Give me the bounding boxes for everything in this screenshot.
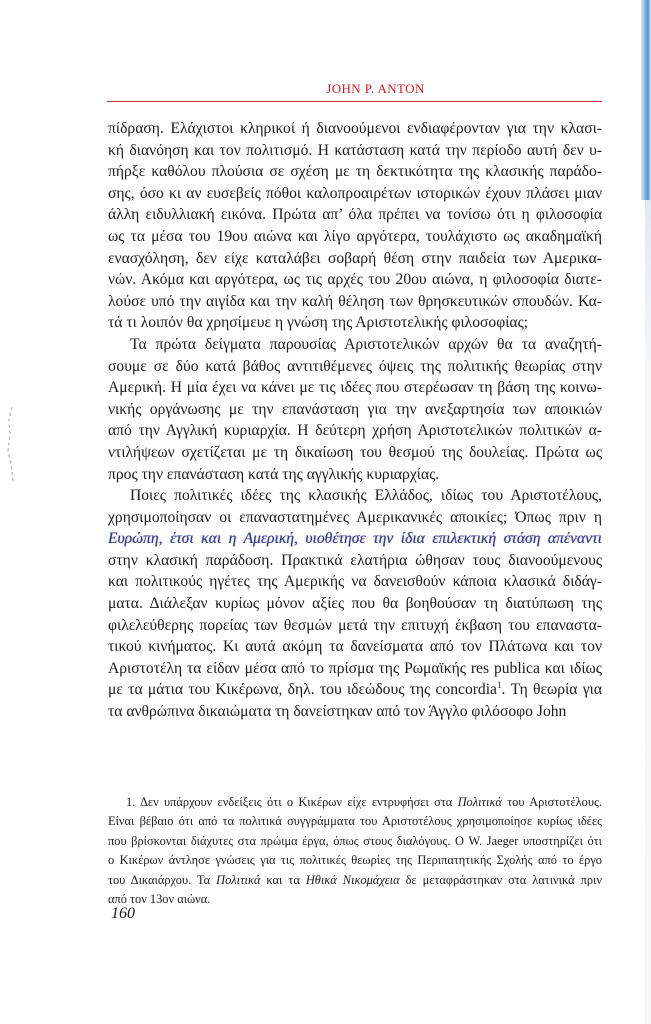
text-segment: δε μεταφράστηκαν στα λατινικά πριν bbox=[399, 872, 602, 887]
footnote-line bbox=[108, 793, 602, 812]
highlighted-text-line: Ευρώπη, έτσι και η Αμερική, υιοθέτησε την ίδια επιλεκτική στάση απέναντι bbox=[108, 530, 602, 548]
text-line: Τα πρώτα δείγματα παρουσίας Αριστοτελικών αρχών θα τα αναζητή- bbox=[130, 335, 602, 353]
text-line: νικής οργάνωσης με την επανάσταση για την ανεξαρτησία των αποικιών bbox=[108, 400, 602, 418]
text-segment: . Τη θεωρία για bbox=[501, 681, 602, 699]
text-line: πήρξε καθόλου πλούσια σε σχέση με τη δεκτικότητα της κλασικής παράδο- bbox=[108, 163, 602, 181]
page-number: 160 bbox=[111, 905, 135, 922]
text-line: Αμερική. Η μία έχει να κάνει με τις ιδέες που στερέωσαν τη βάση της κοινω- bbox=[108, 379, 602, 397]
text-line: πίδραση. Ελάχιστοι κληρικοί ή διανοούμενοι ενδιαφέρονταν για την κλασι- bbox=[108, 120, 602, 137]
text-line-with-footnote bbox=[108, 679, 602, 701]
text-line: ντιλήψεων σχετίζεται με τη δικαίωση του θεσμού της δουλείας. Πρώτα ως bbox=[108, 443, 602, 461]
footnote-line bbox=[108, 871, 602, 890]
text-line: χρησιμοποίησαν οι επαναστατημένες Αμερικανικές αποικίες; Όπως πριν η bbox=[108, 508, 602, 526]
text-line: σης, όσο κι αν ευσεβείς πόθοι καλοπροαιρέτων ιστορικών έχουν πλάσει μιαν bbox=[108, 184, 602, 202]
text-line: στην κλασική παράδοση. Πρακτικά ελατήρια ώθησαν τους διανοούμενους bbox=[108, 551, 602, 569]
paragraph-2 bbox=[108, 334, 602, 485]
scan-edge-shadow bbox=[641, 0, 651, 200]
running-head bbox=[0, 81, 651, 97]
italic-title: Πολιτικά bbox=[216, 872, 261, 887]
footnote-line: ο Κικέρων άντλησε γνώσεις για τις πολιτικές θεωρίες της Περιπατητικής Σχολής από το έργο bbox=[108, 853, 602, 868]
text-line: προς την επανάσταση κατά της αγγλικής κυριαρχίας. bbox=[108, 465, 440, 483]
text-line: νών. Ακόμα και αργότερα, ως τις αρχές του 20ου αιώνα, η φιλοσοφία διατε- bbox=[108, 271, 602, 289]
text-line: τά τι λοιπόν θα χρησίμευε η γνώση της Αριστοτελικής φιλοσοφίας; bbox=[108, 314, 529, 332]
footnote-line: από τον 13ον αιώνα. bbox=[108, 892, 211, 907]
text-line: σουμε σε δύο κατά βάθος αντιτιθέμενες όψεις της πολιτικής θεωρίας στην bbox=[108, 357, 602, 375]
text-segment: με τα μάτια του Κικέρωνα, δηλ. του ιδεώδους της concordia bbox=[108, 681, 497, 699]
text-line: κή διανόηση και τον πολιτισμό. Η κατάσταση κατά την περίοδο αυτή δεν υ- bbox=[108, 141, 602, 159]
text-line: φιλελεύθερης πορείας των θεσμών μετά την επιτυχή έκβαση του επαναστα- bbox=[108, 616, 602, 634]
footnote-line: που βρίσκονται διάχυτες στα πρώιμα έργα, όπως στους διαλόγους. Ο W. Jaeger υποστηρίζει ότι bbox=[108, 833, 602, 848]
header-rule bbox=[107, 101, 602, 102]
main-text bbox=[108, 118, 602, 723]
text-line: τα ανθρώπινα δικαιώματα τη δανείστηκαν από τον Άγγλο φιλόσοφο John bbox=[108, 703, 567, 721]
footnote-line: Είναι βέβαιο ότι από τα πολιτικά συγγράμματα του Αριστοτέλους χρησιμοποίησε κυρίως ιδέες bbox=[108, 814, 602, 829]
text-line: ενασχόληση, δεν είχε καταλάβει σοβαρή θέση στην παιδεία των Αμερικα- bbox=[108, 249, 602, 267]
scan-edge-fade bbox=[645, 200, 651, 1024]
author-name: JOHN P. ANTON bbox=[326, 81, 425, 96]
italic-title: Ηθικά Νικομάχεια bbox=[305, 872, 400, 887]
text-line: Ποιες πολιτικές ιδέες της κλασικής Ελλάδος, ιδίως του Αριστοτέλους, bbox=[130, 487, 602, 505]
text-line: λούσε υπό την αιγίδα και την καλή θέληση των θρησκευτικών σπουδών. Κα- bbox=[108, 292, 602, 310]
footnote-number: 1. bbox=[126, 795, 136, 809]
text-segment: του Δικαιάρχου. Τα bbox=[108, 872, 217, 887]
text-line: άλλη ειδυλλιακή εικόνα. Πρώτα απ’ όλα πρέπει να τονίσω ότι η φιλοσοφία bbox=[108, 206, 602, 224]
footnote-reference[interactable]: 1 bbox=[496, 680, 502, 691]
margin-pencil-marks bbox=[4, 405, 16, 485]
text-line: ματα. Διάλεξαν κυρίως μόνον αξίες που θα βοηθούσαν τη διατύπωση της bbox=[108, 595, 602, 613]
text-segment: και τα bbox=[260, 872, 306, 887]
text-line: και πολιτικούς ηγέτες της Αμερικής να δανεισθούν κάποια κλασικά διδάγ- bbox=[108, 573, 602, 591]
italic-title: Πολιτικά bbox=[457, 795, 502, 809]
footnotes bbox=[108, 793, 602, 909]
text-line: ως τα μέσα του 19ου αιώνα και λίγο αργότερα, τουλάχιστο ως ακαδημαϊκή bbox=[108, 227, 602, 245]
text-segment: Δεν υπάρχουν ενδείξεις ότι ο Κικέρων είχε εντρυφήσει στα bbox=[139, 795, 458, 809]
paragraph-3 bbox=[108, 485, 602, 723]
text-segment: του Αριστοτέλους. bbox=[501, 795, 602, 809]
text-line: Αριστοτέλη τα είδαν μέσα από το πρίσμα της Ρωμαϊκής res publica και ιδίως bbox=[108, 659, 602, 677]
paragraph-1 bbox=[108, 118, 602, 334]
text-line: από την Αγγλική κυριαρχία. Η δεύτερη χρήση Αριστοτελικών πολιτικών α- bbox=[108, 422, 602, 440]
text-line: τικού κινήματος. Κι αυτά ακόμη τα δανείσματα από τον Πλάτωνα και τον bbox=[108, 638, 602, 656]
